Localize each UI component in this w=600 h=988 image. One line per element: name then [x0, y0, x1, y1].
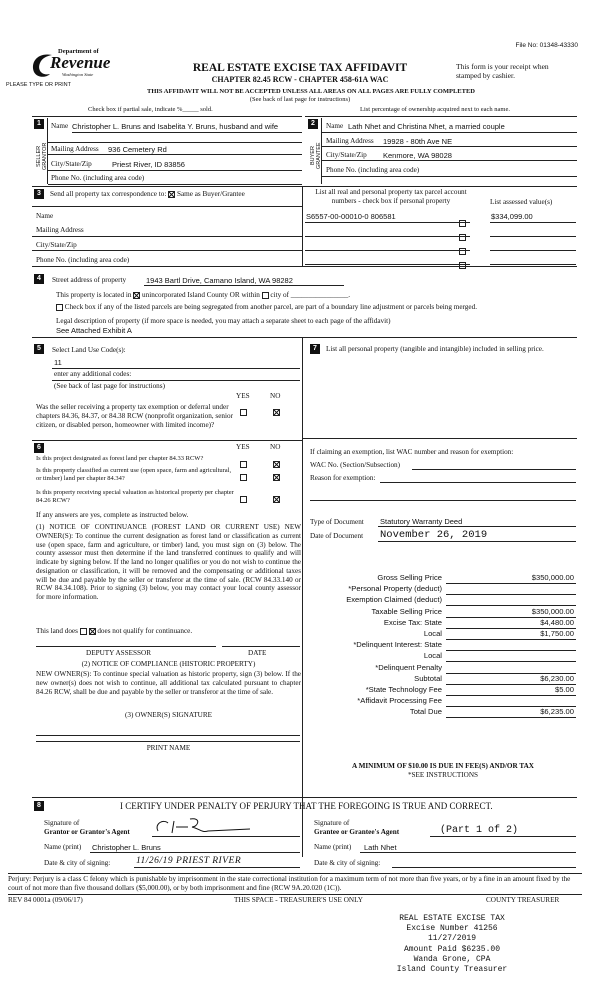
buyer-addr-label: Mailing Address: [326, 137, 374, 145]
qualify-line: This land does does not qualify for continuance.: [36, 627, 193, 635]
land-use-code: 11: [54, 358, 62, 367]
grantee-signature-value: (Part 1 of 2): [440, 825, 519, 836]
ownership-pct: List percentage of ownership acquired next to each name.: [360, 106, 510, 113]
buyer-addr: 19928 - 80th Ave NE: [383, 137, 453, 146]
calc-row: [310, 595, 576, 606]
treasurer-stamp: [372, 914, 532, 975]
rev-number: REV 84 0001a (09/06/17): [8, 896, 83, 904]
calc-row: [310, 674, 576, 685]
doc-type: Statutory Warranty Deed: [380, 517, 463, 526]
same-as-buyer-checkbox[interactable]: [168, 191, 175, 198]
see-instructions: *SEE INSTRUCTIONS: [407, 771, 479, 779]
grantor-name: Christopher L. Bruns: [92, 843, 161, 852]
section-6-badge: 6: [34, 443, 44, 453]
claim-exemption-label: If claiming an exemption, list WAC number and reason for exemption:: [310, 448, 514, 456]
calc-row: [310, 696, 576, 707]
sec5-no: NO: [270, 392, 281, 400]
buyer-label: BUYER GRANTEE: [310, 142, 322, 170]
calc-value: $350,000.00: [531, 606, 574, 616]
deputy-assessor-label: DEPUTY ASSESSOR: [86, 649, 152, 657]
section-1-badge: 1: [34, 119, 44, 129]
calc-label: Exemption Claimed (deduct): [346, 595, 442, 605]
exemption-question: Was the seller receiving a property tax exemption or deferral under chapters 84.36, 84.37, or 84.38 RCW (nonprofit organization, senior citizen, or disabled person, homeowner with limited income)?: [36, 403, 233, 429]
grantee-sig-label2: Grantee or Grantee's Agent: [314, 828, 400, 836]
agency-line1: Department of: [58, 48, 99, 55]
file-number: File No: 01348-43330: [515, 42, 578, 49]
calc-label: *Delinquent Penalty: [375, 662, 442, 672]
sec6-yes: YES: [236, 443, 250, 451]
personal-property-checkbox-4: [459, 256, 466, 274]
form-title: REAL ESTATE EXCISE TAX AFFIDAVIT: [192, 62, 408, 74]
partial-sale: Check box if partial sale, indicate %_____ sold.: [88, 106, 213, 113]
grantor-date-label: Date & city of signing:: [44, 859, 111, 867]
section-5-badge: 5: [34, 344, 44, 354]
calc-row: [310, 584, 576, 595]
legal-label: Legal description of property (if more space is needed, you may attach a separate sheet to each page of the affidavit): [56, 317, 391, 325]
stamp-line: 11/27/2019: [427, 934, 476, 944]
doc-type-label: Type of Document: [310, 518, 364, 526]
grantee-sig-label1: Signature of: [314, 819, 350, 827]
located-text: This property is located in unincorporated Island County OR within city of ________________.: [56, 291, 351, 299]
stamp-line: REAL ESTATE EXCISE TAX: [399, 914, 505, 923]
buyer-city-label: City/State/Zip: [326, 151, 367, 159]
calc-value: $6,235.00: [540, 707, 574, 717]
land-use-label: Select Land Use Code(s):: [52, 346, 126, 354]
exemption-no-checkbox: [273, 403, 280, 421]
calc-row: [310, 618, 576, 629]
reason-label: Reason for exemption:: [310, 474, 376, 482]
segregated-text: Check box if any of the listed parcels are being segregated from another parcel, are part of a boundary line adjustment or parcels being merged.: [56, 303, 477, 312]
calc-label: *State Technology Fee: [365, 685, 442, 694]
calc-row: [310, 685, 576, 696]
legal-value: See Attached Exhibit A: [56, 326, 132, 335]
seller-addr: 936 Cemetery Rd: [108, 145, 167, 154]
current-use-no-checkbox[interactable]: [273, 474, 280, 481]
seller-city-label: City/State/Zip: [51, 160, 92, 168]
form-chapter: CHAPTER 82.45 RCW - CHAPTER 458-61A WAC: [211, 75, 389, 84]
please-type: PLEASE TYPE OR PRINT: [6, 82, 72, 88]
corr-addr-label: Mailing Address: [36, 226, 84, 234]
seller-phone-label: Phone No. (including area code): [51, 174, 145, 182]
forest-no-checkbox[interactable]: [273, 461, 280, 468]
buyer-name-label: Name: [326, 122, 344, 130]
buyer-phone-label: Phone No. (including area code): [326, 166, 420, 174]
perjury-statement: Perjury: Perjury is a class C felony which is punishable by imprisonment in the state correctional institution for a maximum term of not more than five years, or by a fine in an amount fixed by the court of not more than five thousand dollars ($5,000.00), or by both imprisonment and fine (RCW 9A.20.020 (1C)).: [8, 875, 571, 892]
seller-label: SELLER GRANTOR: [36, 142, 48, 170]
current-use-yes-checkbox[interactable]: [240, 474, 247, 481]
section-8-badge: 8: [34, 801, 44, 811]
stamp-line: Amount Paid $6235.00: [403, 944, 500, 954]
calc-value: $5.00: [554, 685, 574, 694]
corr-phone-label: Phone No. (including area code): [36, 256, 130, 264]
print-name-label: PRINT NAME: [146, 744, 191, 752]
calc-label: Taxable Selling Price: [371, 606, 442, 616]
calc-value: $6,230.00: [540, 673, 574, 683]
grantor-signature: [150, 815, 260, 837]
calc-row: [310, 573, 576, 584]
calc-row: [310, 629, 576, 640]
notice-compliance-title: (2) NOTICE OF COMPLIANCE (HISTORIC PROPERTY): [81, 660, 256, 668]
calc-value: $4,480.00: [540, 617, 574, 627]
calc-label: Total Due: [409, 707, 442, 717]
seller-name: Christopher L. Bruns and Isabelita Y. Bruns, husband and wife: [72, 122, 279, 131]
warning: THIS AFFIDAVIT WILL NOT BE ACCEPTED UNLESS ALL AREAS ON ALL PAGES ARE FULLY COMPLETED: [147, 88, 475, 95]
stamp-line: Wanda Grone, CPA: [413, 954, 491, 964]
doc-date-label: Date of Document: [310, 532, 364, 540]
exemption-yes-checkbox: [240, 403, 247, 421]
land-use-see-back: (See back of last page for instructions): [54, 382, 165, 390]
calc-row: [310, 651, 576, 662]
segregated-checkbox[interactable]: [56, 304, 63, 311]
treasurer-use: THIS SPACE - TREASURER'S USE ONLY: [234, 896, 363, 904]
owner-signature-label: (3) OWNER(S) SIGNATURE: [124, 711, 213, 719]
any-yes-note: If any answers are yes, complete as instructed below.: [36, 511, 189, 519]
notice-compliance: NEW OWNER(S): To continue special valuation as historic property, sign (3) below. If the new owner(s) does not wish to continue, all additional tax calculated pursuant to chapter 84.26 RCW, shall be due and payable by the seller or transferor at the time of sale.: [36, 670, 301, 696]
minimum-due: A MINIMUM OF $10.00 IS DUE IN FEE(S) AND/OR TAX: [352, 762, 534, 770]
send-correspondence-label: Send all property tax correspondence to: Same as Buyer/Grantee: [50, 190, 245, 198]
calc-label: Gross Selling Price: [377, 573, 442, 582]
current-use-question: Is this property classified as current use (open space, farm and agricultural, or timber) land per chapter 84.34?: [36, 467, 232, 482]
stamp-line: Island County Treasurer: [396, 965, 508, 975]
historic-question: Is this property receiving special valuation as historical property per chapter 84.26 RCW?: [36, 489, 234, 504]
grantor-name-label: Name (print): [44, 843, 82, 851]
forest-yes-checkbox[interactable]: [240, 461, 247, 468]
street-label: Street address of property: [52, 276, 127, 284]
section-7-badge: 7: [310, 344, 320, 354]
dor-logo: [28, 48, 111, 82]
historic-yes-checkbox[interactable]: [240, 496, 247, 503]
forest-question: Is this project designated as forest land per chapter 84.33 RCW?: [36, 455, 204, 462]
section-2-badge: 2: [308, 119, 318, 129]
street-value: 1943 Bartl Drive, Camano Island, WA 98282: [146, 276, 293, 285]
assessed-value: $334,099.00: [491, 212, 533, 221]
buyer-city: Kenmore, WA 98028: [383, 151, 452, 160]
corr-name-label: Name: [36, 212, 54, 220]
calc-label: Local: [423, 629, 442, 638]
section-4-badge: 4: [34, 274, 44, 284]
notice-continuance: (1) NOTICE OF CONTINUANCE (FOREST LAND OR CURRENT USE) NEW OWNER(S): To continue the current designation as forest land or classification as current use (open space, farm and agriculture, or timber) land, you must sign on (3) below. The county assessor must then determine if the land transferred continues to qualify and will indicate by signing below. If the land no longer qualifies or you do not wish to continue the designation or classification, it will be removed and the compensating or additional taxes will be due and payable by the seller or transferor at the time of sale. (RCW 84.33.140 or RCW 84.34.108). Prior to signing (3) below, you may contact your local county assessor for more information.: [36, 523, 301, 602]
sec6-no: NO: [270, 443, 281, 451]
grantee-name: Lath Nhet: [364, 843, 397, 852]
calc-row: [310, 707, 576, 718]
calc-row: [310, 640, 576, 651]
historic-no-checkbox[interactable]: [273, 496, 280, 503]
calc-row: [310, 607, 576, 618]
grantor-sig-label2: Grantor or Grantor's Agent: [44, 828, 130, 836]
county-treasurer: COUNTY TREASURER: [486, 896, 560, 904]
seller-addr-label: Mailing Address: [51, 145, 99, 153]
section-3-badge: 3: [34, 189, 44, 199]
calc-label: *Affidavit Processing Fee: [357, 696, 442, 706]
grantee-name-label: Name (print): [314, 843, 352, 851]
see-back: (See back of last page for instructions): [249, 96, 351, 103]
assessed-header: List assessed value(s): [490, 198, 553, 206]
corr-city-label: City/State/Zip: [36, 241, 77, 249]
receipt-note: This form is your receipt when stamped by cashier.: [456, 62, 549, 81]
calc-label: Local: [423, 651, 442, 661]
agency-line2: Revenue: [50, 53, 111, 72]
calc-value: $1,750.00: [540, 629, 574, 638]
additional-codes-label: enter any additional codes:: [54, 370, 132, 378]
calc-value: $350,000.00: [531, 573, 574, 582]
agency-line3: Washington State: [62, 72, 94, 77]
grantee-date-label: Date & city of signing:: [314, 859, 381, 867]
calc-label: *Personal Property (deduct): [348, 584, 442, 594]
sec5-yes: YES: [236, 392, 250, 400]
seller-name-label: Name: [51, 122, 69, 130]
wac-label: WAC No. (Section/Subsection): [310, 461, 401, 469]
doc-date: November 26, 2019: [380, 529, 488, 541]
grantor-date: 11/26/19 PRIEST RIVER: [136, 856, 242, 866]
parcel-number: S6557-00-00010-0 806581: [306, 212, 396, 221]
calc-row: [310, 663, 576, 674]
calc-label: Excise Tax: State: [383, 617, 442, 627]
calc-label: *Delinquent Interest: State: [353, 640, 442, 650]
grantor-sig-label1: Signature of: [44, 819, 80, 827]
calc-label: Subtotal: [414, 673, 442, 683]
buyer-name: Lath Nhet and Christina Nhet, a married couple: [348, 122, 505, 131]
stamp-line: Excise Number 41256: [406, 924, 498, 934]
parcel-header: List all real and personal property tax parcel account numbers - check box if personal property: [315, 188, 467, 205]
certify-statement: I CERTIFY UNDER PENALTY OF PERJURY THAT THE FOREGOING IS TRUE AND CORRECT.: [120, 801, 493, 811]
seller-city: Priest River, ID 83856: [112, 160, 185, 169]
personal-property-label: List all personal property (tangible and intangible) included in selling price.: [326, 345, 544, 353]
assessor-date-label: DATE: [248, 649, 267, 657]
